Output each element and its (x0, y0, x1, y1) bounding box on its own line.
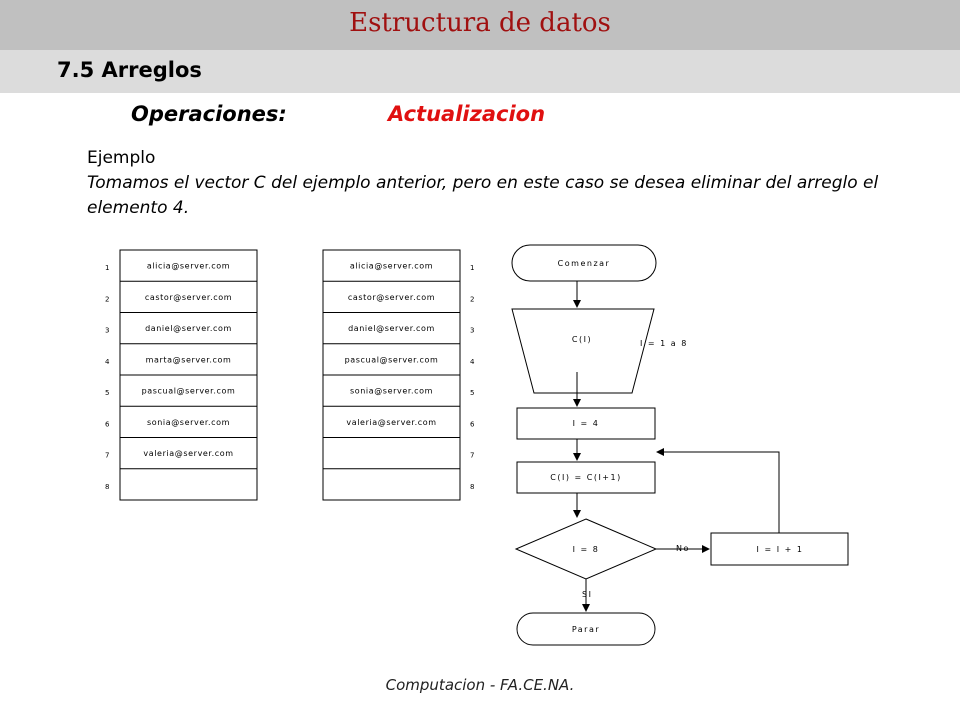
array-after-index-label: 4 (470, 357, 475, 366)
array-before-index-label: 2 (105, 295, 110, 304)
array-before-index-label: 8 (105, 482, 110, 491)
example-text: Tomamos el vector C del ejemplo anterior, pero en este caso se desea eliminar del arreglo el elemento 4. (87, 173, 879, 218)
array-after-index-label: 7 (470, 451, 475, 460)
shift-label: C(I) = C(I+1) (550, 473, 622, 482)
array-before-cell-value: valeria@server.com (143, 449, 234, 459)
operation-name: Actualizacion (388, 102, 546, 126)
array-after-index-label: 2 (470, 295, 475, 304)
array-before-cell-value: marta@server.com (145, 355, 232, 365)
array-after-index-label: 1 (470, 264, 475, 272)
yes-label: SI (582, 590, 593, 599)
read-block (512, 309, 654, 393)
assign-label: I = 4 (572, 419, 600, 428)
end-label: Parar (571, 625, 601, 634)
array-after-index-label: 6 (470, 420, 475, 429)
flowchart (512, 245, 848, 645)
array-before-cell-value: pascual@server.com (141, 386, 236, 396)
array-after-cell-value: sonia@server.com (349, 386, 434, 396)
footer-text: Computacion - FA.CE.NA. (385, 676, 575, 694)
loop-back-line (657, 452, 779, 533)
array-after-cell-value: daniel@server.com (348, 324, 435, 334)
slide-title: Estructura de datos (349, 8, 611, 38)
array-before-cell-value: castor@server.com (144, 292, 233, 302)
array-before-index-label: 4 (105, 357, 110, 366)
array-before-index-label: 6 (105, 420, 110, 429)
array-before-cell-value: sonia@server.com (146, 417, 231, 427)
array-before-cell-value: daniel@server.com (145, 324, 232, 334)
array-before-index-label: 5 (105, 389, 110, 397)
array-after (323, 250, 475, 500)
array-before (105, 250, 257, 500)
array-after-cell-value: valeria@server.com (346, 417, 437, 427)
no-label: No (676, 544, 690, 553)
array-after-index-label: 5 (470, 389, 475, 397)
operations-label: Operaciones: (131, 102, 287, 126)
array-before-cell-value: alicia@server.com (146, 261, 231, 271)
increment-label: I = I + 1 (756, 545, 804, 554)
array-before-index-label: 1 (105, 264, 110, 272)
array-after-cell-value: pascual@server.com (344, 355, 439, 365)
array-after-index-label: 8 (470, 482, 475, 491)
array-after-cell-value: alicia@server.com (349, 261, 434, 271)
array-after-cell-value: castor@server.com (347, 292, 436, 302)
decision-label: I = 8 (572, 545, 600, 554)
loop-range-label: I = 1 a 8 (640, 339, 688, 348)
array-after-index-label: 3 (470, 326, 475, 335)
read-label: C(I) (571, 335, 593, 344)
start-label: Comenzar (557, 259, 611, 268)
array-before-index-label: 3 (105, 326, 110, 335)
example-label: Ejemplo (87, 148, 156, 168)
array-before-index-label: 7 (105, 451, 110, 460)
section-title: 7.5 Arreglos (57, 58, 202, 82)
